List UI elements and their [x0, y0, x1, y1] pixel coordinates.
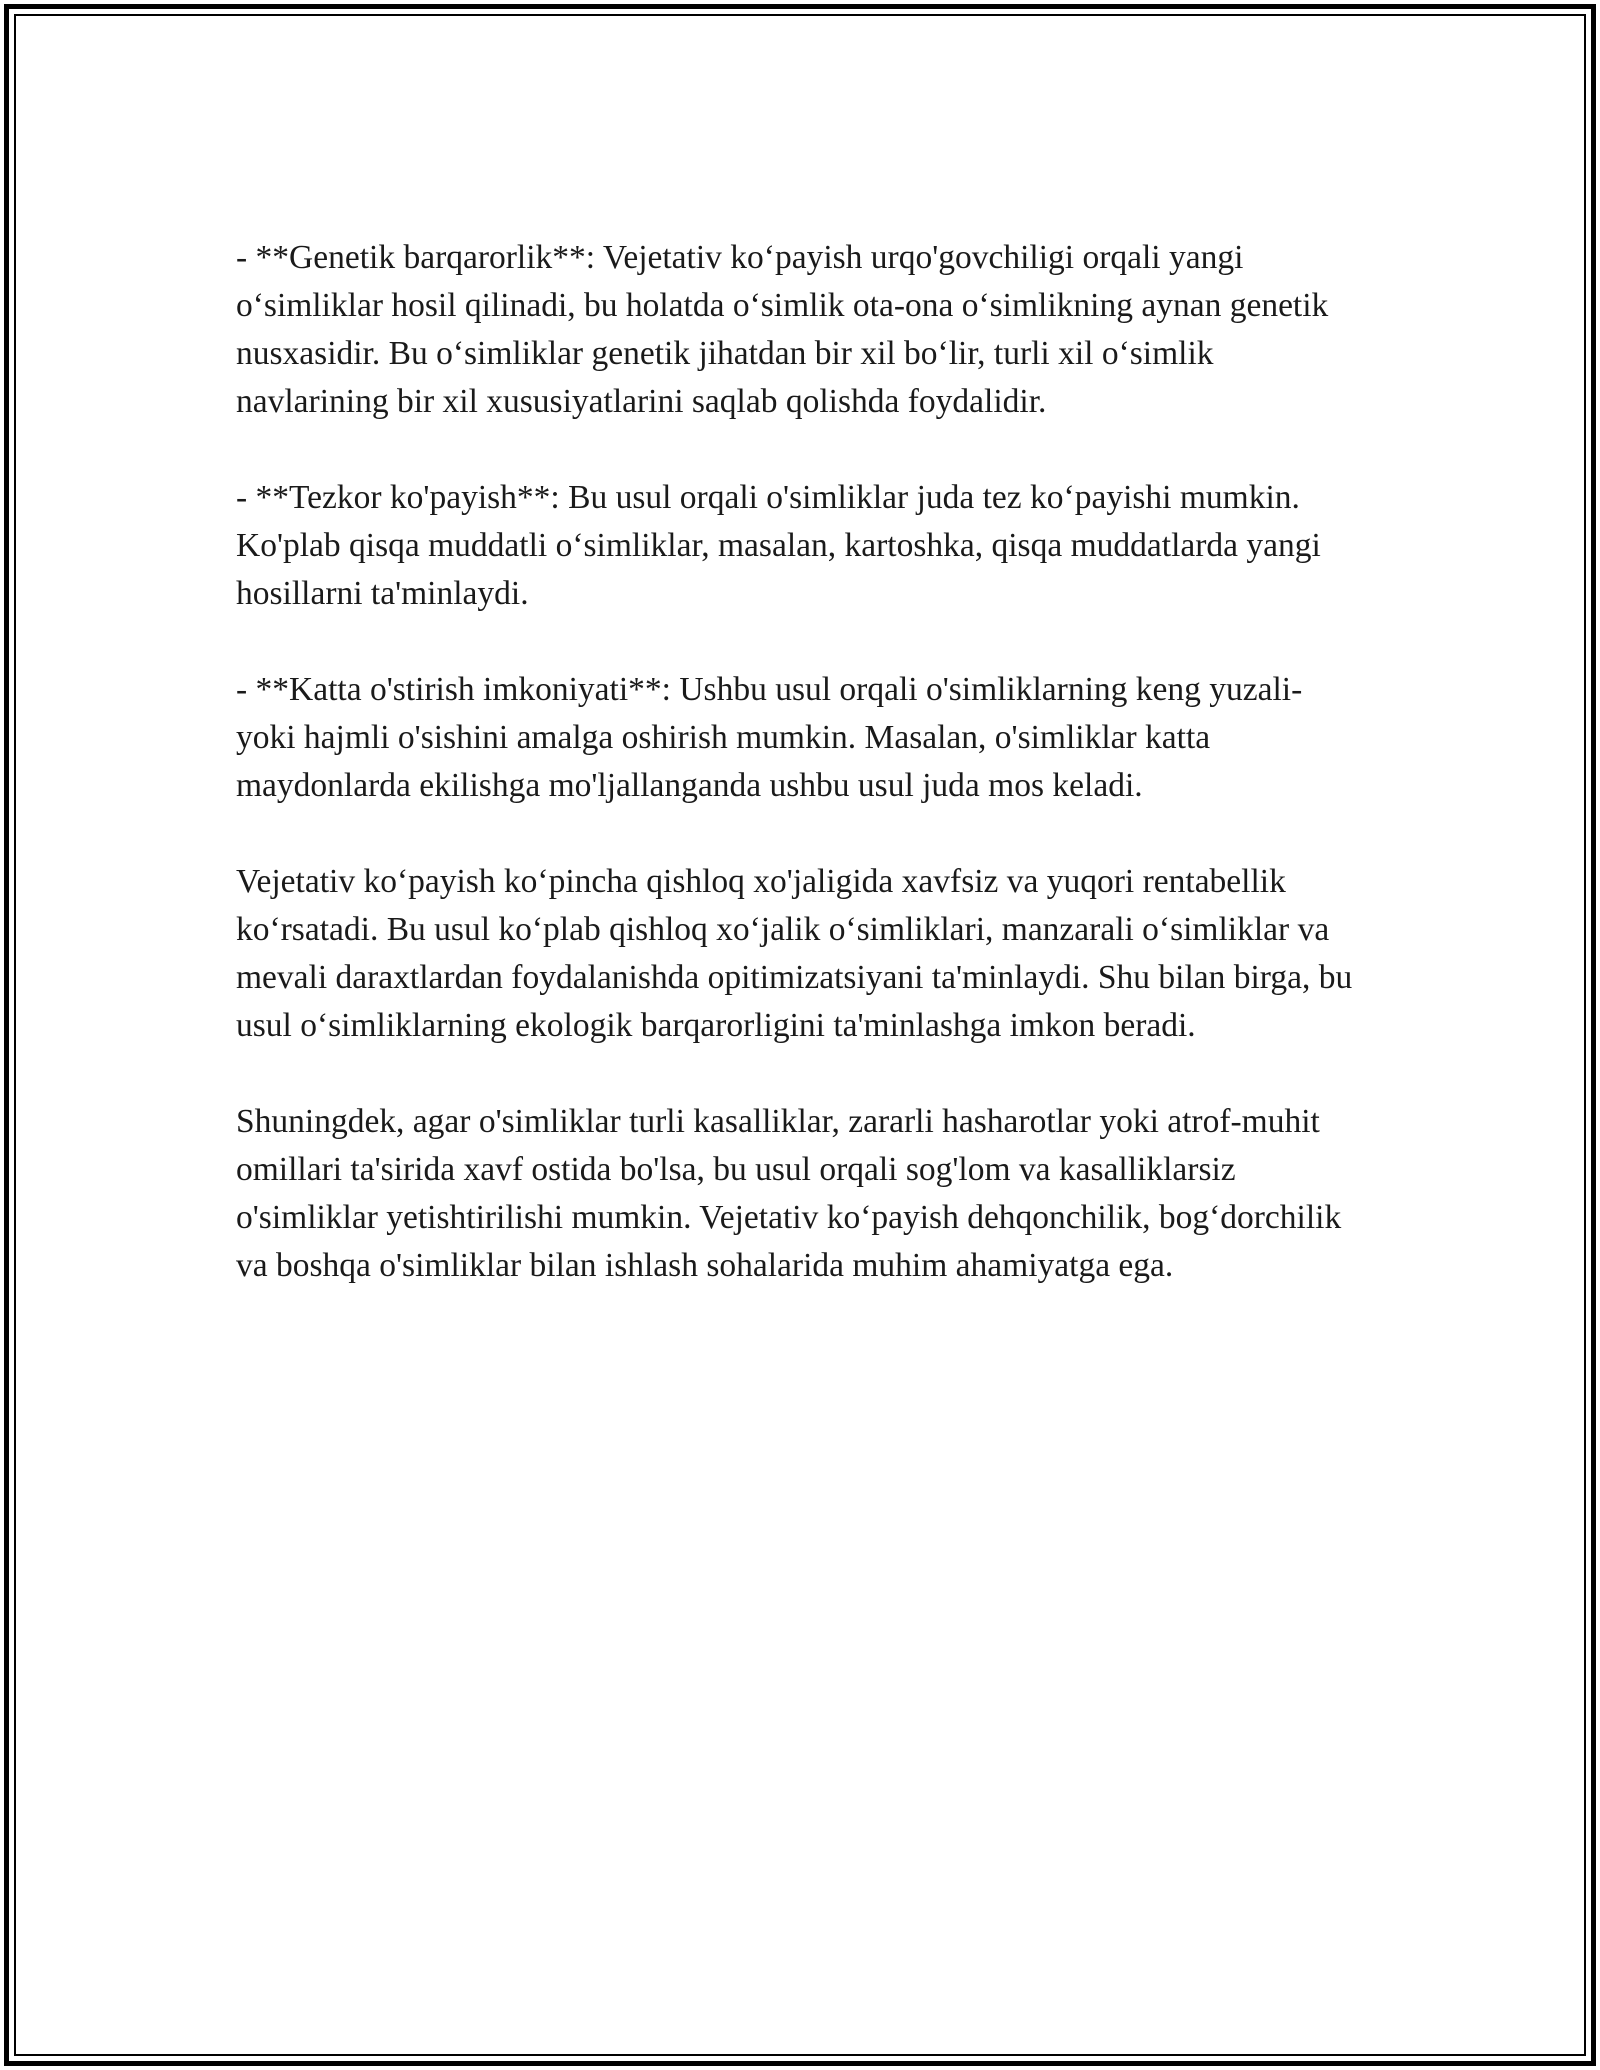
paragraph-fast-reproduction: - **Tezkor ko'payish**: Bu usul orqali o'simliklar juda tez ko‘payishi mumkin. Ko'plab qisqa muddatli o‘simliklar, masalan, kartoshka, qisqa muddatlarda yangi hosillarni ta'minlaydi. — [236, 479, 1321, 612]
paragraph-genetic-stability: - **Genetik barqarorlik**: Vejetativ ko‘payish urqo'govchiligi orqali yangi o‘simliklar hosil qilinadi, bu holatda o‘simlik ota-ona o‘simlikning aynan genetik nusxasidir. Bu o‘simliklar genetik jihatdan bir xil bo‘lir, turli xil o‘simlik navlarining bir xil xususiyatlarini saqlab qolishda foydalidir. — [236, 239, 1329, 420]
paragraph-agriculture: Vejetativ ko‘payish ko‘pincha qishloq xo'jaligida xavfsiz va yuqori rentabellik ko‘rsatadi. Bu usul ko‘plab qishloq xo‘jalik o‘simliklari, manzarali o‘simliklar va mevali daraxtlardan foydalanishda opitimizatsiyani ta'minlaydi. Shu bilan birga, bu usul o‘simliklarning ekologik barqarorligini ta'minlashga imkon beradi. — [236, 863, 1353, 1044]
document-body — [236, 234, 1366, 1338]
paragraph-disease-free: Shuningdek, agar o'simliklar turli kasalliklar, zararli hasharotlar yoki atrof-muhit omillari ta'sirida xavf ostida bo'lsa, bu usul orqali sog'lom va kasalliklarsiz o'simliklar yetishtirilishi mumkin. Vejetativ ko‘payish dehqonchilik, bog‘dorchilik va boshqa o'simliklar bilan ishlash sohalarida muhim ahamiyatga ega. — [236, 1103, 1342, 1284]
paragraph-large-growing: - **Katta o'stirish imkoniyati**: Ushbu usul orqali o'simliklarning keng yuzali- yoki hajmli o'sishini amalga oshirish mumkin. Masalan, o'simliklar katta maydonlarda ekilishga mo'ljallanganda ushbu usul juda mos keladi. — [236, 671, 1303, 804]
